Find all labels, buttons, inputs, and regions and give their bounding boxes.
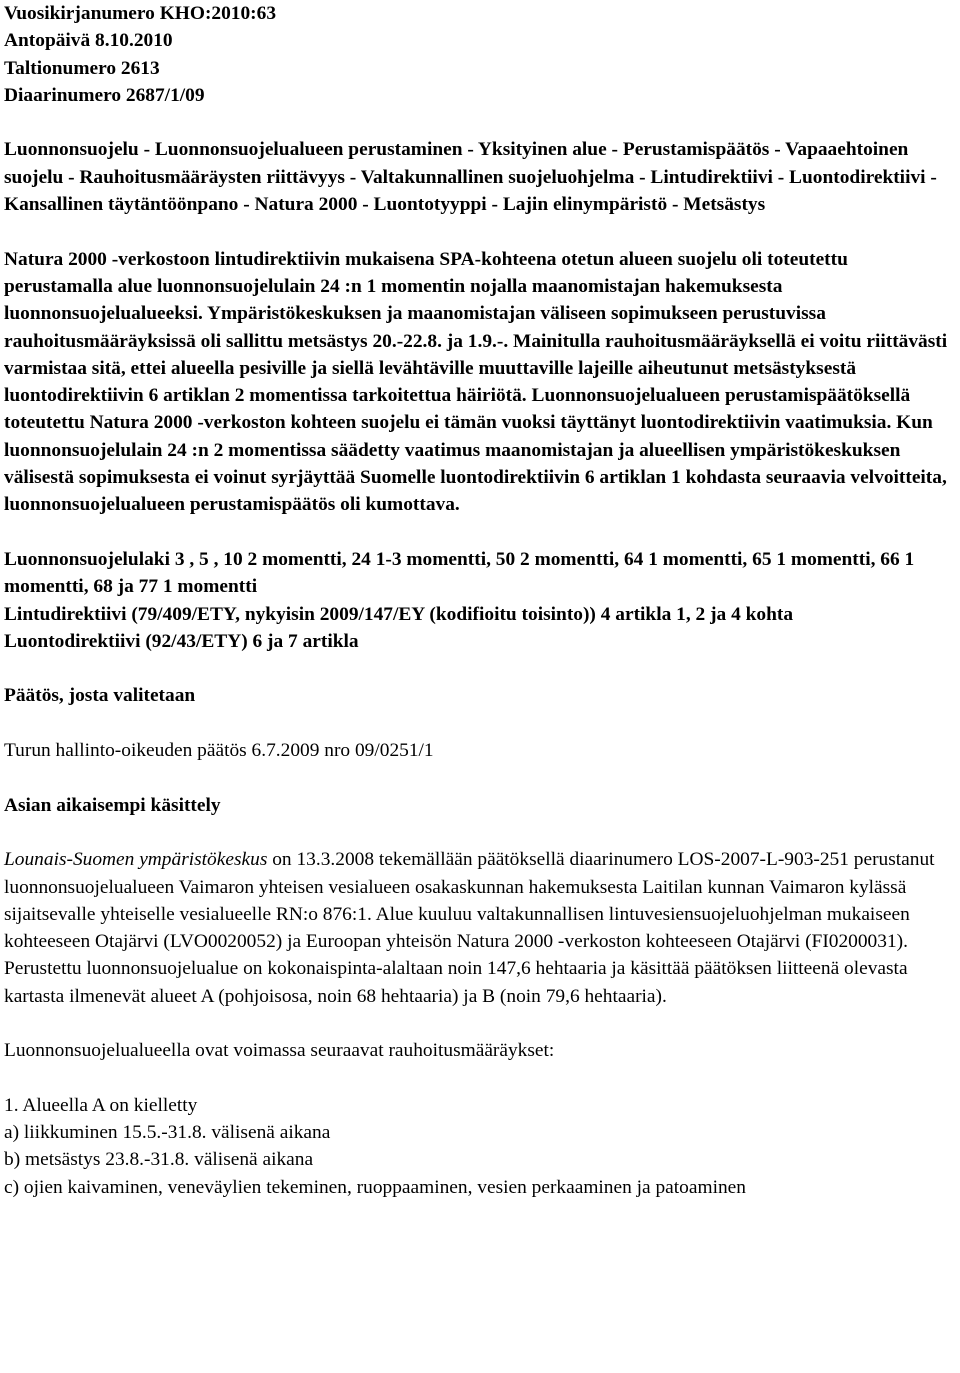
law-habitats-directive: Luontodirektiivi (92/43/ETY) 6 ja 7 artikla [4,630,359,652]
summary: Natura 2000 -verkostoon lintudirektiivin mukaisena SPA-kohteena otetun alueen suojelu oli toteutettu perustamalla alue luonnonsuojelulain 24 :n 1 momentin nojalla maanomistajan hakemuksesta luonnonsuojelualueeksi. Ympäristökeskuksen ja maanomistajan väliseen sopimukseen perustuvissa rauhoitusmääräyksissä oli sallittu metsästys 20.-22.8. ja 1.9.-. Mainitulla rauhoitusmääräyksellä ei voitu riittävästi varmistaa sitä, ettei alueella pesiville ja siellä levähtäville muuttaville lajeille aiheutunut metsästyksestä luontodirektiivin 6 artiklan 2 momentissa tarkoitettua häiriötä. Luonnonsuojelualueen perustamispäätöksellä toteutettu Natura 2000 -verkoston kohteen suojelu ei tämän vuoksi täyttänyt luontodirektiivin vaatimuksia. Kun luonnonsuojelulain 24 :n 2 momentissa säädetty vaatimus maanomistajan ja alueellisen ympäristökeskuksen välisestä sopimuksesta ei voinut syrjäyttää Suomelle luontodirektiivin 6 artiklan 1 kohdasta seuraavia velvoitteita, luonnonsuojelualueen perustamispäätös oli kumottava. [4,248,948,516]
previous-handling-heading: Asian aikaisempi käsittely [4,794,221,816]
case-header [4,0,956,109]
appealed-decision-heading: Päätös, josta valitetaan [4,685,196,707]
previous-handling-text [4,846,956,1010]
year-number: Vuosikirjanumero KHO:2010:63 [4,3,277,24]
list-item: c) ojien kaivaminen, veneväylien tekeminen, ruoppaaminen, vesien perkaaminen ja patoaminen [4,1176,746,1198]
list-item: 1. Alueella A on kielletty [4,1094,198,1116]
list-item: a) liikkuminen 15.5.-31.8. välisenä aikana [4,1122,331,1144]
authority-name: Lounais-Suomen ympäristökeskus [4,849,268,871]
decision-date: Antopäivä 8.10.2010 [4,30,173,52]
appealed-decision-text: Turun hallinto-oikeuden päätös 6.7.2009 nro 09/0251/1 [4,740,434,762]
keywords: Luonnonsuojelu - Luonnonsuojelualueen perustaminen - Yksityinen alue - Perustamispäätös - Vapaaehtoinen suojelu - Rauhoitusmääräysten riittävyys - Valtakunnallinen suojeluohjelma - Lintudirektiivi - Luontodirektiivi - Kansallinen täytäntöönpano - Natura 2000 - Luontotyyppi - Lajin elinympäristö - Metsästys [4,139,937,216]
law-nature-conservation-act: Luonnonsuojelulaki 3 , 5 , 10 2 momentti, 24 1-3 momentti, 50 2 momentti, 64 1 momentti, 65 1 momentti, 66 1 momentti, 68 ja 77 1 momentti [4,548,915,598]
diary-number: Diaarinumero 2687/1/09 [4,84,205,106]
archive-number: Taltionumero 2613 [4,57,160,79]
law-birds-directive: Lintudirektiivi (79/409/ETY, nykyisin 2009/147/EY (kodifioitu toisinto)) 4 artikla 1, 2 ja 4 kohta [4,603,794,625]
orders-intro: Luonnonsuojelualueella ovat voimassa seuraavat rauhoitusmääräykset: [4,1040,555,1062]
orders-list [4,1092,956,1201]
applicable-laws [4,546,956,655]
list-item: b) metsästys 23.8.-31.8. välisenä aikana [4,1149,314,1171]
previous-handling-body: on 13.3.2008 tekemällään päätöksellä diaarinumero LOS-2007-L-903-251 perustanut luonnonsuojelualueen Vaimaron yhteisen vesialueen osakaskunnan hakemuksesta Laitilan kunnan Vaimaron kylässä sijaitsevalle yhteiselle vesialueelle RN:o 876:1. Alue kuuluu valtakunnallisen lintuvesiensuojeluohjelman mukaiseen kohteeseen Otajärvi (LVO0020052) ja Euroopan yhteisön Natura 2000 -verkoston kohteeseen Otajärvi (FI0200031). Perustettu luonnonsuojelualue on kokonaispinta-alaltaan noin 147,6 hehtaaria ja käsittää päätöksen liitteenä olevasta kartasta ilmenevät alueet A (pohjoisosa, noin 68 hehtaaria) ja B (noin 79,6 hehtaaria). [4,849,935,1007]
